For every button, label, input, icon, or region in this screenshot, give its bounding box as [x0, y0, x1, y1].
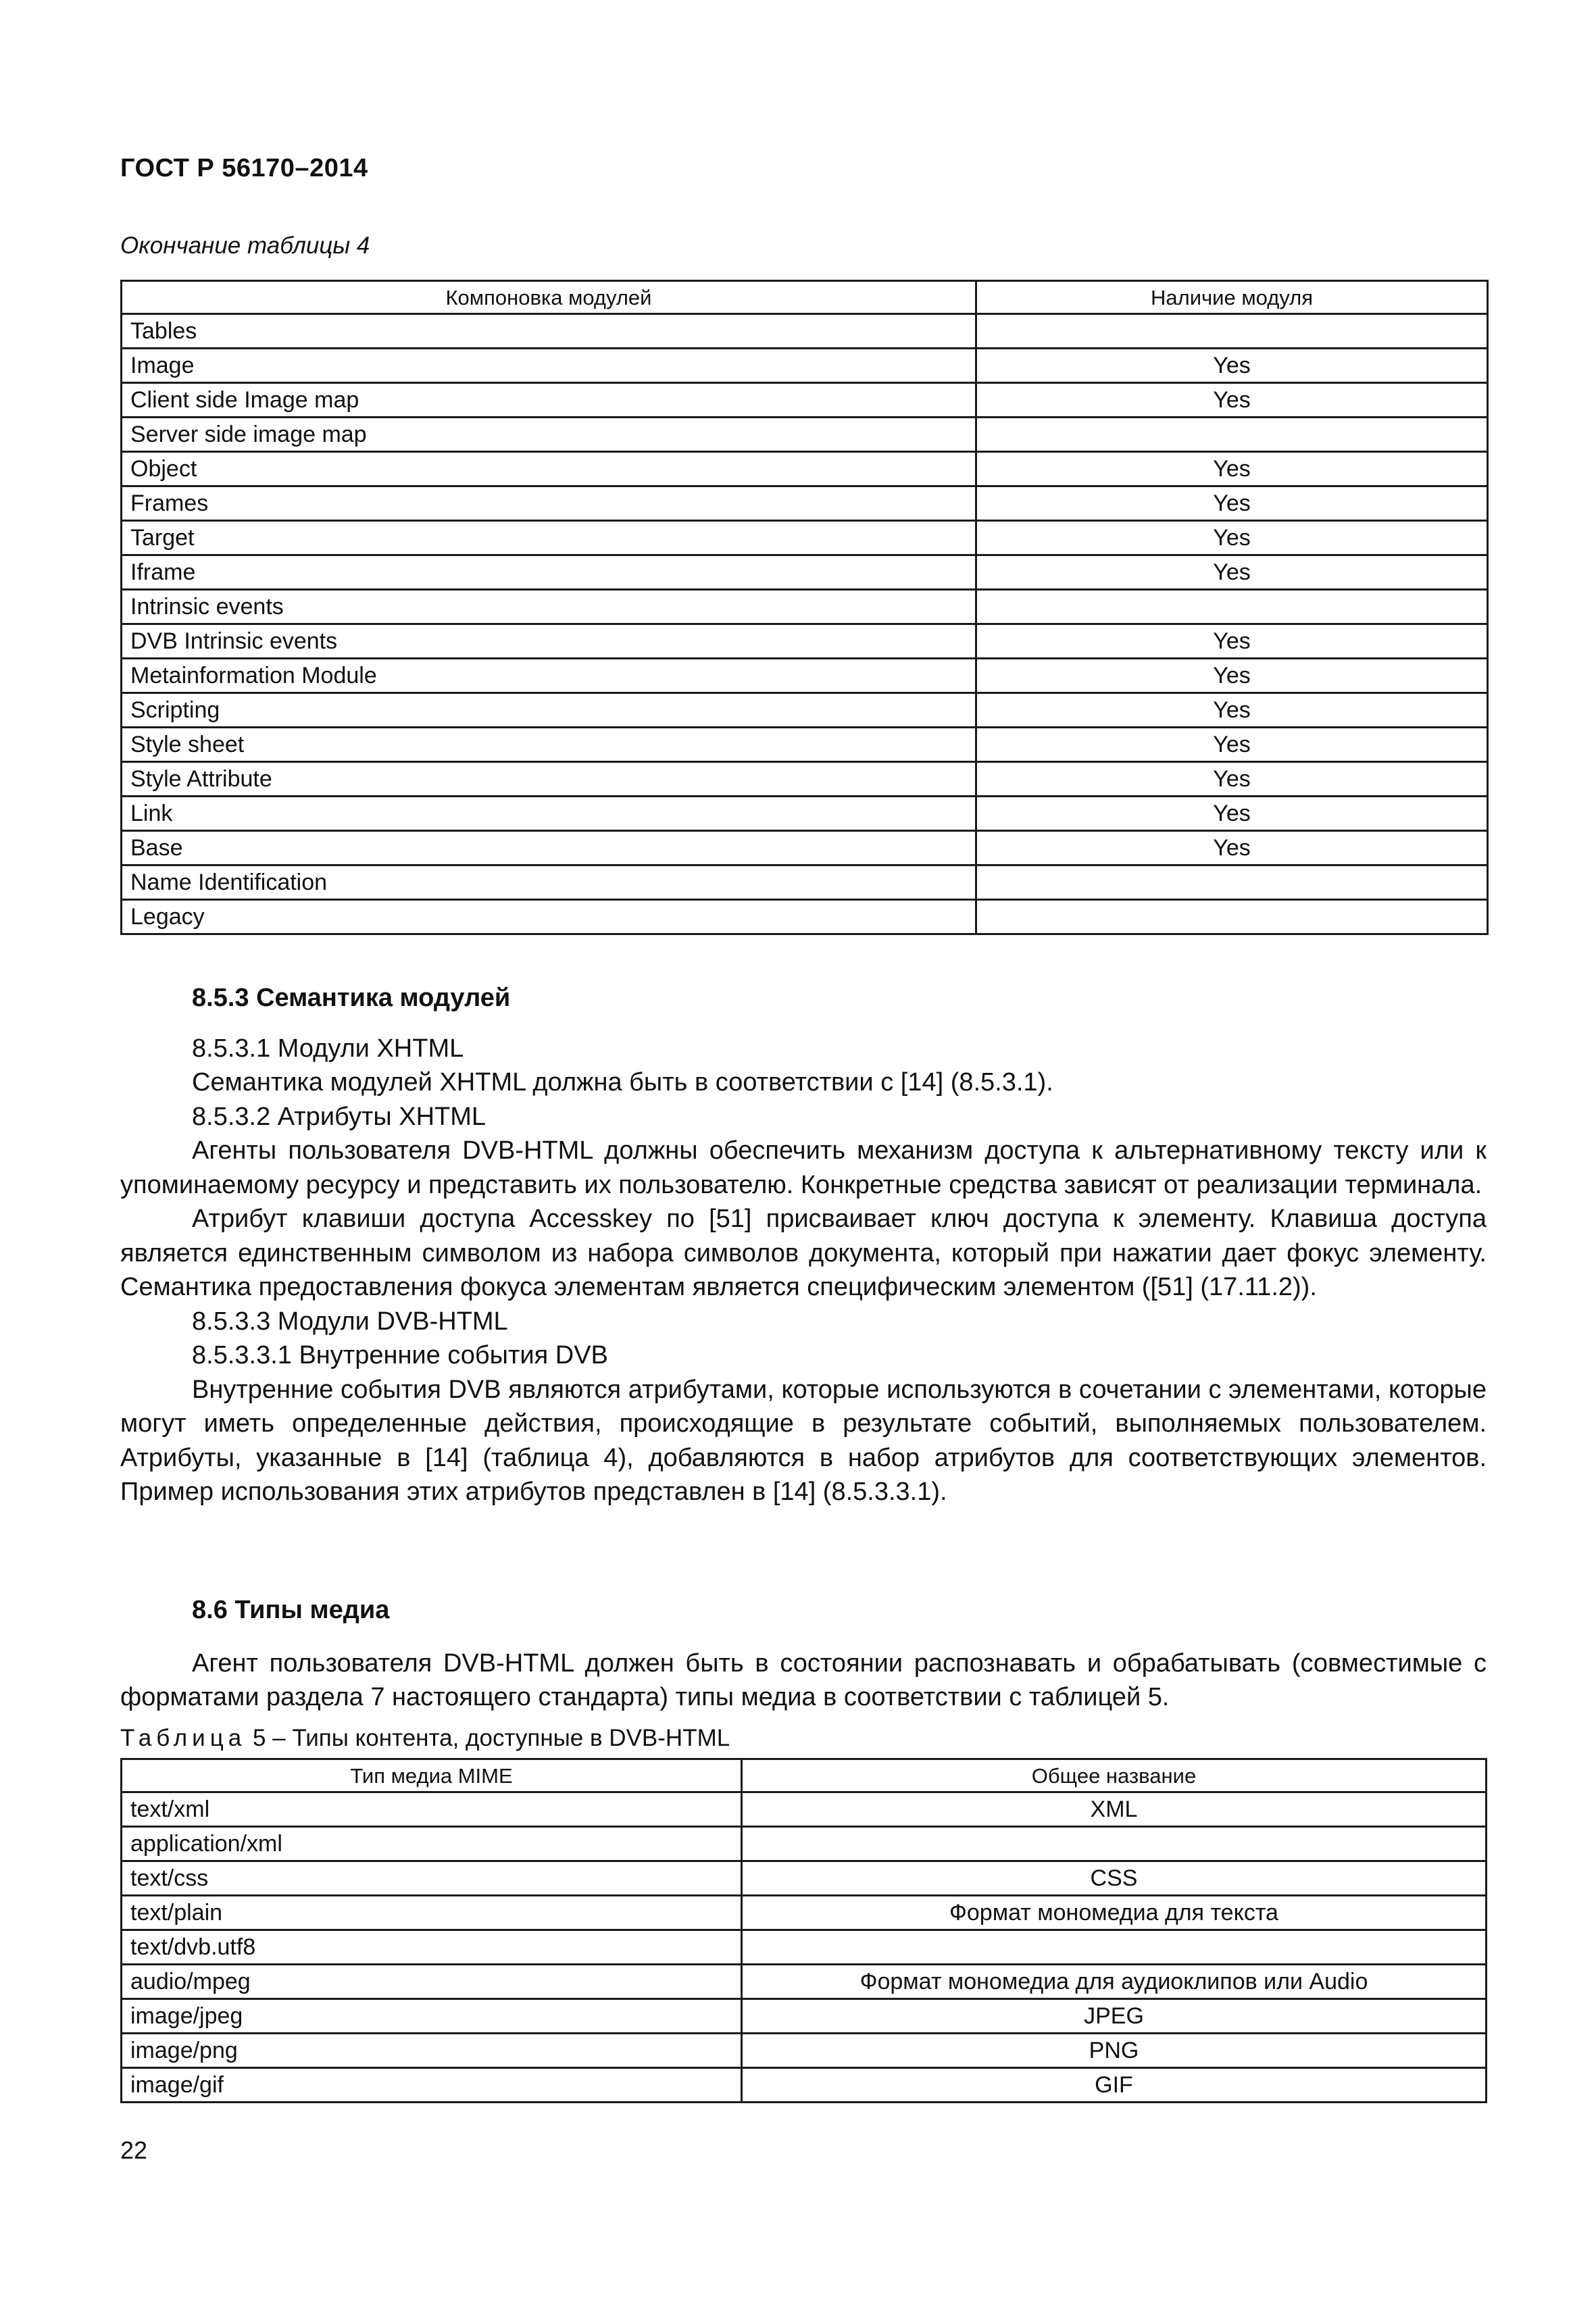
table4-row-name-cell: DVB Intrinsic events	[122, 624, 976, 659]
table4-row	[122, 900, 1488, 934]
table4-row	[122, 865, 1488, 900]
table5-row-name-cell: image/png	[122, 2034, 742, 2068]
table4-row-name-cell: Intrinsic events	[122, 590, 976, 624]
subsection-title: 8.5.3.3 Модули DVB-HTML	[192, 1307, 508, 1336]
table4-row	[122, 797, 1488, 831]
table5-column-header: Общее название	[742, 1759, 1487, 1792]
table4-column-header: Компоновка модулей	[122, 281, 976, 314]
table4-row-value-cell: Yes	[976, 728, 1488, 762]
section-8-5-3	[120, 981, 1487, 1509]
table4-row-value-cell: Yes	[976, 762, 1488, 797]
table5-row-name-cell: text/dvb.utf8	[122, 1930, 742, 1965]
table4-row-name-cell: Scripting	[122, 693, 976, 728]
table5-column-header: Тип медиа MIME	[122, 1759, 742, 1792]
table4-row-value-cell: Yes	[976, 486, 1488, 521]
table4-row-name-cell: Base	[122, 831, 976, 865]
subsection-title: 8.5.3.3.1 Внутренние события DVB	[192, 1341, 608, 1369]
table4-row-value-cell	[976, 590, 1488, 624]
table5-row-value-cell: CSS	[742, 1861, 1487, 1896]
table5-row-value-cell: Формат мономедиа для аудиоклипов или Audio	[742, 1965, 1487, 1999]
table4-row-name-cell: Image	[122, 349, 976, 383]
table4-row-name-cell: Name Identification	[122, 865, 976, 900]
page-number: 22	[120, 2136, 148, 2164]
table4-row-value-cell: Yes	[976, 624, 1488, 659]
table4-row-name-cell: Frames	[122, 486, 976, 521]
table5-row	[122, 1999, 1487, 2034]
table4-row	[122, 659, 1488, 693]
table5-row	[122, 1965, 1487, 1999]
table4-row	[122, 762, 1488, 797]
table5-header-row	[122, 1759, 1487, 1792]
table4-row-value-cell: Yes	[976, 693, 1488, 728]
paragraph: Атрибут клавиши доступа Accesskey по [51] присваивает ключ доступа к элементу. Клавиша доступа является единственным символом из набора символов документа, который при нажатии дает фокус элементу. Семантика предоставления фокуса элементам является специфическим элементом ([51] (17.11.2)).	[120, 1205, 1487, 1301]
table4-row-name-cell: Target	[122, 521, 976, 555]
table4-row-name-cell: Iframe	[122, 555, 976, 590]
paragraph: Внутренние события DVB являются атрибутами, которые используются в сочетании с элементами, которые могут иметь определенные действия, происходящие в результате событий, выполняемых пользователем. Атрибуты, указанные в [14] (таблица 4), добавляются в набор атрибутов для соответствующих элементов. Пример использования этих атрибутов представлен в [14] (8.5.3.3.1).	[120, 1375, 1487, 1506]
section-heading: 8.6 Типы медиа	[192, 1596, 390, 1624]
section-8-6	[120, 1593, 1487, 1715]
table4-row-name-cell: Object	[122, 452, 976, 486]
table5-row-value-cell	[742, 1930, 1487, 1965]
table4-caption: Окончание таблицы 4	[120, 232, 370, 259]
table5-row-name-cell: text/xml	[122, 1792, 742, 1827]
table4-row-name-cell: Server side image map	[122, 418, 976, 452]
document-header: ГОСТ Р 56170–2014	[120, 154, 368, 182]
table4-row	[122, 383, 1488, 418]
table5-row-name-cell: text/css	[122, 1861, 742, 1896]
table5-row	[122, 1827, 1487, 1861]
table5-row	[122, 1792, 1487, 1827]
table4-header-row	[122, 281, 1488, 314]
table5-row-name-cell: text/plain	[122, 1896, 742, 1930]
table5-row-name-cell: image/jpeg	[122, 1999, 742, 2034]
table5-row-name-cell: application/xml	[122, 1827, 742, 1861]
table4-row-value-cell: Yes	[976, 797, 1488, 831]
table4	[120, 280, 1489, 935]
table4-row	[122, 452, 1488, 486]
paragraph: Агенты пользователя DVB-HTML должны обеспечить механизм доступа к альтернативному тексту или к упоминаемому ресурсу и представить их пользователю. Конкретные средства зависят от реализации терминала.	[120, 1136, 1487, 1199]
table5-row-value-cell	[742, 1827, 1487, 1861]
table4-column-header: Наличие модуля	[976, 281, 1488, 314]
table4-row-value-cell	[976, 418, 1488, 452]
table5-row	[122, 2034, 1487, 2068]
table4-row-name-cell: Style Attribute	[122, 762, 976, 797]
table4-row-name-cell: Metainformation Module	[122, 659, 976, 693]
table5-caption-label: Таблица	[120, 1725, 247, 1751]
table5-row-value-cell: PNG	[742, 2034, 1487, 2068]
table5-row	[122, 1861, 1487, 1896]
table5-caption-text: 5 – Типы контента, доступные в DVB-HTML	[252, 1725, 730, 1751]
table4-row-value-cell: Yes	[976, 349, 1488, 383]
table4-row	[122, 693, 1488, 728]
table5-body	[122, 1792, 1487, 2103]
table4-row	[122, 314, 1488, 349]
table5-row	[122, 1930, 1487, 1965]
table4-body	[122, 314, 1488, 934]
table4-row-value-cell	[976, 314, 1488, 349]
table4-row	[122, 831, 1488, 865]
table5-row	[122, 2068, 1487, 2103]
table5-row	[122, 1896, 1487, 1930]
table4-row-name-cell: Tables	[122, 314, 976, 349]
table4-row-name-cell: Legacy	[122, 900, 976, 934]
table4-row-value-cell: Yes	[976, 555, 1488, 590]
paragraph: Агент пользователя DVB-HTML должен быть в состоянии распознавать и обрабатывать (совместимые с форматами раздела 7 настоящего стандарта) типы медиа в соответствии с таблицей 5.	[120, 1649, 1487, 1711]
table4-row-name-cell: Link	[122, 797, 976, 831]
table4-row-value-cell: Yes	[976, 452, 1488, 486]
table4-row	[122, 624, 1488, 659]
table4-row-value-cell: Yes	[976, 383, 1488, 418]
table4-row-name-cell: Client side Image map	[122, 383, 976, 418]
table4-row	[122, 555, 1488, 590]
table5-row-value-cell: JPEG	[742, 1999, 1487, 2034]
table5-row-name-cell: image/gif	[122, 2068, 742, 2103]
table4-row	[122, 521, 1488, 555]
table4-row-value-cell	[976, 900, 1488, 934]
table5-row-name-cell: audio/mpeg	[122, 1965, 742, 1999]
table4-row-value-cell: Yes	[976, 521, 1488, 555]
table4-row	[122, 349, 1488, 383]
subsection-title: 8.5.3.2 Атрибуты XHTML	[192, 1102, 487, 1131]
table4-row	[122, 486, 1488, 521]
table4-row-value-cell: Yes	[976, 659, 1488, 693]
table4-row-name-cell: Style sheet	[122, 728, 976, 762]
table5-caption	[120, 1725, 730, 1752]
table5-row-value-cell: XML	[742, 1792, 1487, 1827]
paragraph: Семантика модулей XHTML должна быть в соответствии с [14] (8.5.3.1).	[192, 1068, 1053, 1097]
table4-row	[122, 418, 1488, 452]
table5	[120, 1758, 1487, 2103]
table5-row-value-cell: GIF	[742, 2068, 1487, 2103]
table5-row-value-cell: Формат мономедиа для текста	[742, 1896, 1487, 1930]
section-heading: 8.5.3 Семантика модулей	[192, 984, 511, 1012]
table4-row	[122, 590, 1488, 624]
table4-row-value-cell	[976, 865, 1488, 900]
table4-row-value-cell: Yes	[976, 831, 1488, 865]
table4-row	[122, 728, 1488, 762]
subsection-title: 8.5.3.1 Модули XHTML	[192, 1034, 464, 1063]
